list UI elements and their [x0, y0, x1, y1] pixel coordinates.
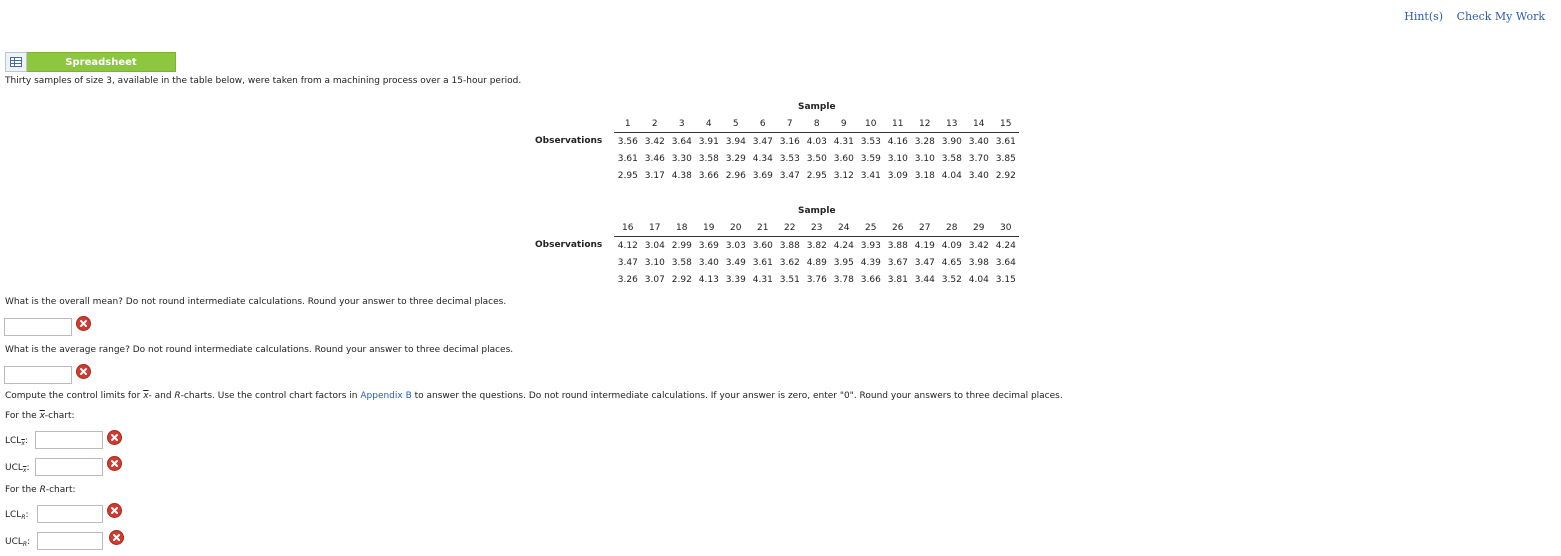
sample-number: 14 — [965, 115, 992, 133]
r-heading-after: -chart: — [45, 485, 76, 495]
observation-cell: 3.18 — [914, 170, 935, 181]
observation-cell: 3.42 — [644, 136, 665, 147]
observation-cell: 4.19 — [914, 240, 935, 251]
observation-cell: 3.47 — [617, 257, 638, 268]
observations-label: Observations — [535, 240, 603, 251]
observation-cell: 4.39 — [860, 257, 881, 268]
lcl-r-text: LCL — [5, 510, 22, 520]
sample-number: 3 — [668, 115, 695, 133]
observation-cell: 3.66 — [860, 274, 881, 285]
sample-number: 27 — [911, 219, 938, 237]
spacer-cell — [535, 99, 614, 115]
sample-number: 19 — [695, 219, 722, 237]
sample-number: 28 — [938, 219, 965, 237]
observation-cell: 3.46 — [644, 153, 665, 164]
sample-title: Sample — [797, 206, 836, 216]
observation-cell: 3.42 — [968, 240, 989, 251]
sample-number-row — [535, 115, 1019, 133]
sample-number: 10 — [857, 115, 884, 133]
observation-cell: 3.56 — [617, 136, 638, 147]
observation-cell: 3.76 — [806, 274, 827, 285]
observation-cell: 3.50 — [806, 153, 827, 164]
observation-cell: 3.93 — [860, 240, 881, 251]
sample-number: 13 — [938, 115, 965, 133]
lcl-xbar-label: $LCL_{\overline{x}}$: — [5, 436, 28, 447]
error-x-icon — [76, 316, 91, 331]
r-chart-heading — [5, 485, 76, 495]
observation-cell: 3.04 — [644, 240, 665, 251]
sample-number: 8 — [803, 115, 830, 133]
spacer-cell — [535, 271, 614, 288]
observation-cell: 2.99 — [671, 240, 692, 251]
sample-number: 23 — [803, 219, 830, 237]
sample-number: 2 — [641, 115, 668, 133]
q3-text-before: Compute the control limits for — [5, 391, 144, 401]
observation-cell: 3.60 — [833, 153, 854, 164]
observation-cell: 4.34 — [752, 153, 773, 164]
observation-cell: 3.15 — [995, 274, 1016, 285]
observation-cell: 3.95 — [833, 257, 854, 268]
observation-cell: 4.31 — [752, 274, 773, 285]
observation-cell: 4.24 — [833, 240, 854, 251]
observation-row — [535, 167, 1019, 184]
r-heading-before: For the — [5, 485, 40, 495]
sample-title-row — [535, 99, 1019, 115]
observation-cell: 3.40 — [968, 136, 989, 147]
sample-title-row — [535, 203, 1019, 219]
observation-cell: 3.61 — [752, 257, 773, 268]
ucl-r-sub: R — [22, 541, 28, 548]
observation-cell: 3.47 — [752, 136, 773, 147]
sample-number: 5 — [722, 115, 749, 133]
sample-number: 22 — [776, 219, 803, 237]
lcl-xbar-sub: x — [21, 440, 25, 447]
observation-row — [535, 133, 1019, 151]
xbar-heading-symbol: $\overline{x}$ — [39, 411, 45, 421]
observation-cell: 2.92 — [671, 274, 692, 285]
observation-cell: 3.88 — [887, 240, 908, 251]
q3-text-mid2: -charts. Use the control chart factors in — [180, 391, 361, 401]
sample-number: 16 — [614, 219, 641, 237]
lcl-xbar-input[interactable] — [35, 431, 103, 449]
observation-row — [535, 237, 1019, 255]
ucl-xbar-text: UCL — [5, 463, 23, 473]
observation-cell: 4.38 — [671, 170, 692, 181]
question-overall-mean: What is the overall mean? Do not round intermediate calculations. Round your answer to three decimal places. — [5, 297, 507, 307]
spacer-cell — [535, 203, 614, 219]
observation-cell: 2.96 — [725, 170, 746, 181]
observation-cell: 3.07 — [644, 274, 665, 285]
sample-number: 25 — [857, 219, 884, 237]
observation-cell: 3.64 — [671, 136, 692, 147]
observations-label: Observations — [535, 136, 603, 147]
spacer-cell — [535, 254, 614, 271]
q3-text-after: to answer the questions. Do not round intermediate calculations. If your answer is zero, enter "0". Round your answers to three decimal places. — [411, 391, 1063, 401]
observation-cell: 3.85 — [995, 153, 1016, 164]
observation-cell: 3.67 — [887, 257, 908, 268]
ucl-r-label: $UCL_R$: — [5, 537, 31, 548]
sample-number: 9 — [830, 115, 857, 133]
observation-cell: 3.41 — [860, 170, 881, 181]
sample-number: 29 — [965, 219, 992, 237]
observation-cell: 4.12 — [617, 240, 638, 251]
question-control-limits — [5, 391, 1063, 401]
ucl-r-text: UCL — [5, 537, 23, 547]
spacer-cell — [535, 150, 614, 167]
observation-cell: 3.62 — [779, 257, 800, 268]
xbar-chart-heading — [5, 411, 75, 421]
spreadsheet-button[interactable] — [5, 52, 176, 72]
observation-cell: 2.95 — [617, 170, 638, 181]
observation-cell: 4.13 — [698, 274, 719, 285]
observation-cell: 3.53 — [779, 153, 800, 164]
sample-number: 20 — [722, 219, 749, 237]
sample-number: 24 — [830, 219, 857, 237]
error-x-icon — [107, 430, 122, 445]
error-x-icon — [107, 503, 122, 518]
observation-cell: 3.29 — [725, 153, 746, 164]
observation-cell: 4.04 — [968, 274, 989, 285]
q3-text-mid: - and — [148, 391, 175, 401]
observation-cell: 3.69 — [752, 170, 773, 181]
ucl-xbar-label: $UCL_{\overline{x}}$: — [5, 463, 30, 474]
observation-cell: 3.82 — [806, 240, 827, 251]
observation-cell: 3.91 — [698, 136, 719, 147]
observation-cell: 3.61 — [995, 136, 1016, 147]
observation-cell: 3.58 — [671, 257, 692, 268]
observation-cell: 3.10 — [644, 257, 665, 268]
observation-cell: 3.47 — [914, 257, 935, 268]
lcl-xbar-text: LCL — [5, 436, 22, 446]
observation-cell: 4.09 — [941, 240, 962, 251]
sample-number: 7 — [776, 115, 803, 133]
sample-number: 6 — [749, 115, 776, 133]
observation-cell: 3.53 — [860, 136, 881, 147]
observation-cell: 3.17 — [644, 170, 665, 181]
sample-number: 15 — [992, 115, 1019, 133]
observation-cell: 3.88 — [779, 240, 800, 251]
spacer-cell — [535, 167, 614, 184]
observation-cell: 3.30 — [671, 153, 692, 164]
average-range-input[interactable] — [4, 366, 72, 384]
observation-cell: 4.89 — [806, 257, 827, 268]
observation-cell: 2.95 — [806, 170, 827, 181]
observation-cell: 3.64 — [995, 257, 1016, 268]
xbar-heading-after: -chart: — [44, 411, 75, 421]
observation-cell: 4.24 — [995, 240, 1016, 251]
observation-cell: 3.52 — [941, 274, 962, 285]
sample-number: 1 — [614, 115, 641, 133]
observation-cell: 3.09 — [887, 170, 908, 181]
ucl-xbar-input[interactable] — [35, 458, 103, 476]
observation-cell: 4.16 — [887, 136, 908, 147]
sample-title: Sample — [797, 102, 836, 112]
lcl-r-sub: R — [21, 514, 26, 521]
spacer-cell — [535, 115, 614, 133]
observation-cell: 3.10 — [887, 153, 908, 164]
check-my-work-link[interactable]: Check My Work — [1456, 10, 1545, 23]
question-average-range: What is the average range? Do not round intermediate calculations. Round your answer to three decimal places. — [5, 345, 514, 355]
error-x-icon — [107, 456, 122, 471]
sample-number: 11 — [884, 115, 911, 133]
spreadsheet-icon — [5, 52, 27, 72]
observation-cell: 3.51 — [779, 274, 800, 285]
observation-row — [535, 271, 1019, 288]
sample-number-row — [535, 219, 1019, 237]
xbar-heading-before: For the — [5, 411, 40, 421]
error-x-icon — [76, 364, 91, 379]
observation-cell: 3.47 — [779, 170, 800, 181]
xbar-symbol: $\overline{x}$ — [143, 391, 149, 401]
observation-cell: 3.90 — [941, 136, 962, 147]
observation-cell: 3.58 — [698, 153, 719, 164]
observation-cell: 3.59 — [860, 153, 881, 164]
observation-cell: 3.58 — [941, 153, 962, 164]
observation-cell: 3.39 — [725, 274, 746, 285]
ucl-xbar-sub: x — [22, 467, 27, 474]
observation-cell: 3.28 — [914, 136, 935, 147]
observation-cell: 4.65 — [941, 257, 962, 268]
observation-cell: 3.16 — [779, 136, 800, 147]
ucl-r-input[interactable] — [37, 532, 103, 550]
observation-cell: 3.60 — [752, 240, 773, 251]
observations-table-1 — [535, 99, 1019, 184]
observation-cell: 3.44 — [914, 274, 935, 285]
observation-row — [535, 150, 1019, 167]
observations-table-2 — [535, 203, 1019, 288]
intro-text: Thirty samples of size 3, available in the table below, were taken from a machining process over a 15-hour period. — [5, 76, 522, 86]
spacer-cell — [535, 219, 614, 237]
observation-cell: 3.10 — [914, 153, 935, 164]
sample-number: 18 — [668, 219, 695, 237]
observation-cell: 3.40 — [698, 257, 719, 268]
observation-cell: 3.26 — [617, 274, 638, 285]
observation-cell: 4.04 — [941, 170, 962, 181]
observation-cell: 3.66 — [698, 170, 719, 181]
observation-cell: 4.03 — [806, 136, 827, 147]
sample-number: 17 — [641, 219, 668, 237]
observation-cell: 3.69 — [698, 240, 719, 251]
sample-number: 30 — [992, 219, 1019, 237]
lcl-r-input[interactable] — [37, 505, 103, 523]
overall-mean-input[interactable] — [4, 318, 72, 336]
r-heading-symbol: R — [39, 485, 46, 495]
r-symbol: R — [174, 391, 181, 401]
observation-cell: 4.31 — [833, 136, 854, 147]
observation-cell: 3.03 — [725, 240, 746, 251]
spreadsheet-label: Spreadsheet — [27, 52, 176, 72]
observation-cell: 3.61 — [617, 153, 638, 164]
top-links — [1394, 10, 1545, 23]
error-x-icon — [109, 530, 124, 545]
observation-cell: 3.70 — [968, 153, 989, 164]
observation-row — [535, 254, 1019, 271]
observation-cell: 3.49 — [725, 257, 746, 268]
observation-cell: 3.81 — [887, 274, 908, 285]
observation-cell: 3.98 — [968, 257, 989, 268]
sample-number: 21 — [749, 219, 776, 237]
observation-cell: 3.40 — [968, 170, 989, 181]
sample-number: 26 — [884, 219, 911, 237]
observation-cell: 3.78 — [833, 274, 854, 285]
sample-number: 4 — [695, 115, 722, 133]
lcl-r-label: $LCL_R$: — [5, 510, 29, 521]
observation-cell: 2.92 — [995, 170, 1016, 181]
observation-cell: 3.94 — [725, 136, 746, 147]
hints-link[interactable]: Hint(s) — [1404, 10, 1444, 23]
observation-cell: 3.12 — [833, 170, 854, 181]
sample-number: 12 — [911, 115, 938, 133]
appendix-b-link[interactable]: Appendix B — [360, 391, 412, 401]
